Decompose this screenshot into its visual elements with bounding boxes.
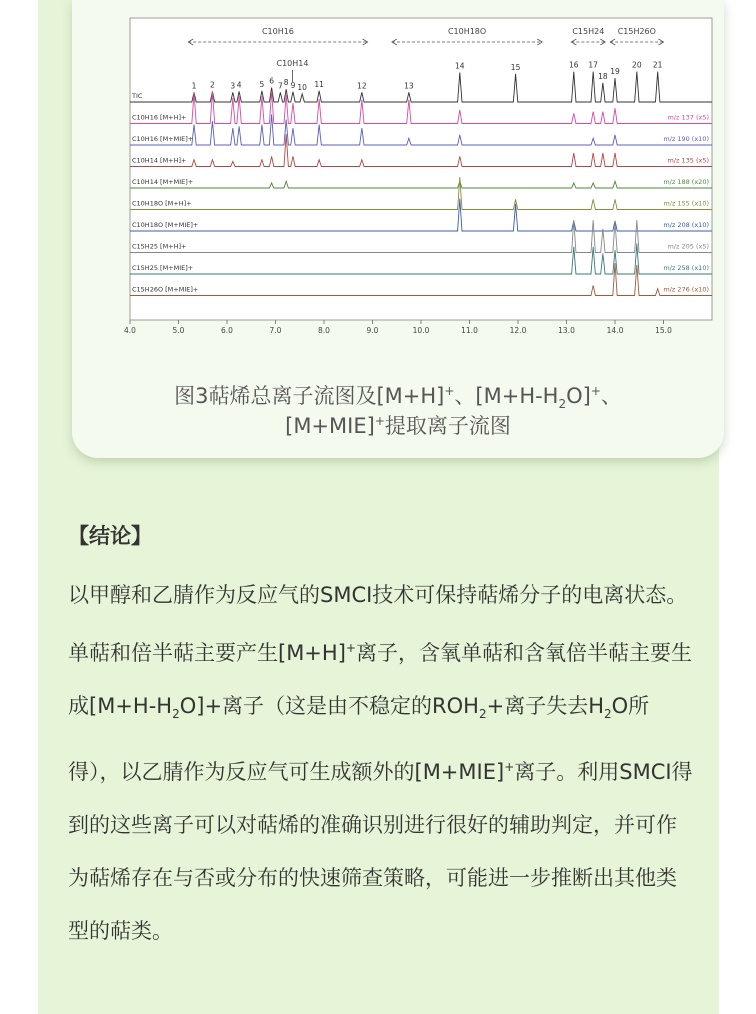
x-tick-label-2: 6.0 <box>221 326 233 335</box>
x-tick-label-4: 8.0 <box>318 326 330 335</box>
series-label-6: C10H18O [M+MIE]+ <box>132 221 199 229</box>
peak-label-13: 14 <box>455 61 465 71</box>
peak-label-2: 3 <box>230 81 236 91</box>
peak-label-8: 9 <box>290 80 296 90</box>
group-label-2: C15H24 <box>572 27 605 36</box>
series-scale-2: m/z 190 (x10) <box>663 135 709 143</box>
series-scale-6: m/z 208 (x10) <box>663 221 709 229</box>
plot-frame <box>130 18 712 320</box>
peak-label-0: 1 <box>191 81 197 91</box>
peak-label-11: 12 <box>357 81 367 91</box>
peak-label-3: 4 <box>236 80 242 90</box>
peak-label-19: 20 <box>632 60 642 70</box>
series-label-0: TIC <box>132 92 143 100</box>
x-tick-label-6: 10.0 <box>412 326 430 335</box>
group-label-0: C10H16 <box>261 27 294 36</box>
series-scale-7: m/z 205 (x5) <box>667 242 709 251</box>
series-label-3: C10H14 [M+H]+ <box>132 156 187 165</box>
series-scale-4: m/z 188 (x20) <box>663 178 709 186</box>
series-scale-8: m/z 258 (x10) <box>663 264 709 272</box>
series-label-8: C15H25 [M+MIE]+ <box>132 264 194 272</box>
chromatogram-chart <box>72 0 724 370</box>
group-label-3: C15H26O <box>617 27 656 36</box>
peak-label-17: 18 <box>598 71 608 81</box>
x-tick-label-11: 15.0 <box>655 326 672 335</box>
peak-label-6: 7 <box>277 81 283 91</box>
conclusion-heading: 【结论】 <box>68 524 152 548</box>
series-scale-1: m/z 137 (x5) <box>667 113 709 122</box>
figure-card <box>72 0 724 458</box>
peak-label-16: 17 <box>588 60 598 70</box>
peak-label-15: 16 <box>569 60 579 70</box>
x-tick-label-1: 5.0 <box>172 326 185 335</box>
x-tick-label-3: 7.0 <box>269 326 282 335</box>
peak-label-10: 11 <box>314 79 324 89</box>
figure-caption-line2: [M+MIE]+提取离子流图 <box>285 414 511 438</box>
series-scale-5: m/z 155 (x10) <box>663 199 709 208</box>
peak-label-9: 10 <box>297 83 307 92</box>
series-label-2: C10H16 [M+MIE]+ <box>132 135 194 143</box>
series-label-5: C10H18O [M+H]+ <box>132 199 192 208</box>
series-label-9: C15H26O [M+MIE]+ <box>132 285 199 294</box>
peak-label-5: 6 <box>269 76 275 86</box>
x-tick-label-7: 11.0 <box>461 326 478 335</box>
series-label-1: C10H16 [M+H]+ <box>132 113 187 122</box>
peak-label-14: 15 <box>510 62 521 72</box>
series-label-4: C10H14 [M+MIE]+ <box>132 178 194 186</box>
x-tick-label-8: 12.0 <box>509 326 527 335</box>
page-background <box>38 0 719 1014</box>
x-tick-label-5: 9.0 <box>366 326 379 335</box>
x-tick-label-9: 13.0 <box>558 326 575 335</box>
x-tick-label-10: 14.0 <box>606 326 624 335</box>
group-label-1: C10H18O <box>447 27 487 36</box>
peak-label-20: 21 <box>652 60 663 70</box>
conclusion-paragraph: 以甲醇和乙腈作为反应气的SMCI技术可保持萜烯分子的电离状态。单萜和倍半萜主要产生[M+H]+离子，含氧单萜和含氧倍半萜主要生成$[M+H-H_2O]+$离子（这是由不稳定的$ROH_2+$离子失去$H_2O$所得），以乙腈作为反应气可生成额外的[M+MIE]+离子。利用SMCI得到的这些离子可以对萜烯的准确识别进行很好的辅助判定，并可作为萜烯存在与否或分布的快速筛查策略，可能进一步推断出其他类型的萜类。 <box>68 583 693 944</box>
figure-caption-line1: 图3萜烯总离子流图及[M+H]+、$[M+H-H_2O]^+$、 <box>174 384 622 412</box>
series-label-7: C15H25 [M+H]+ <box>132 242 187 251</box>
peak-label-4: 5 <box>259 79 265 89</box>
peak-label-7: 8 <box>283 78 289 88</box>
peak-label-18: 19 <box>610 67 620 76</box>
x-tick-label-0: 4.0 <box>124 326 136 335</box>
annotation-label: C10H14 <box>276 59 309 68</box>
series-scale-3: m/z 135 (x5) <box>667 156 709 165</box>
series-scale-9: m/z 276 (x10) <box>663 285 709 294</box>
peak-label-12: 13 <box>404 81 414 91</box>
peak-label-1: 2 <box>210 80 215 90</box>
